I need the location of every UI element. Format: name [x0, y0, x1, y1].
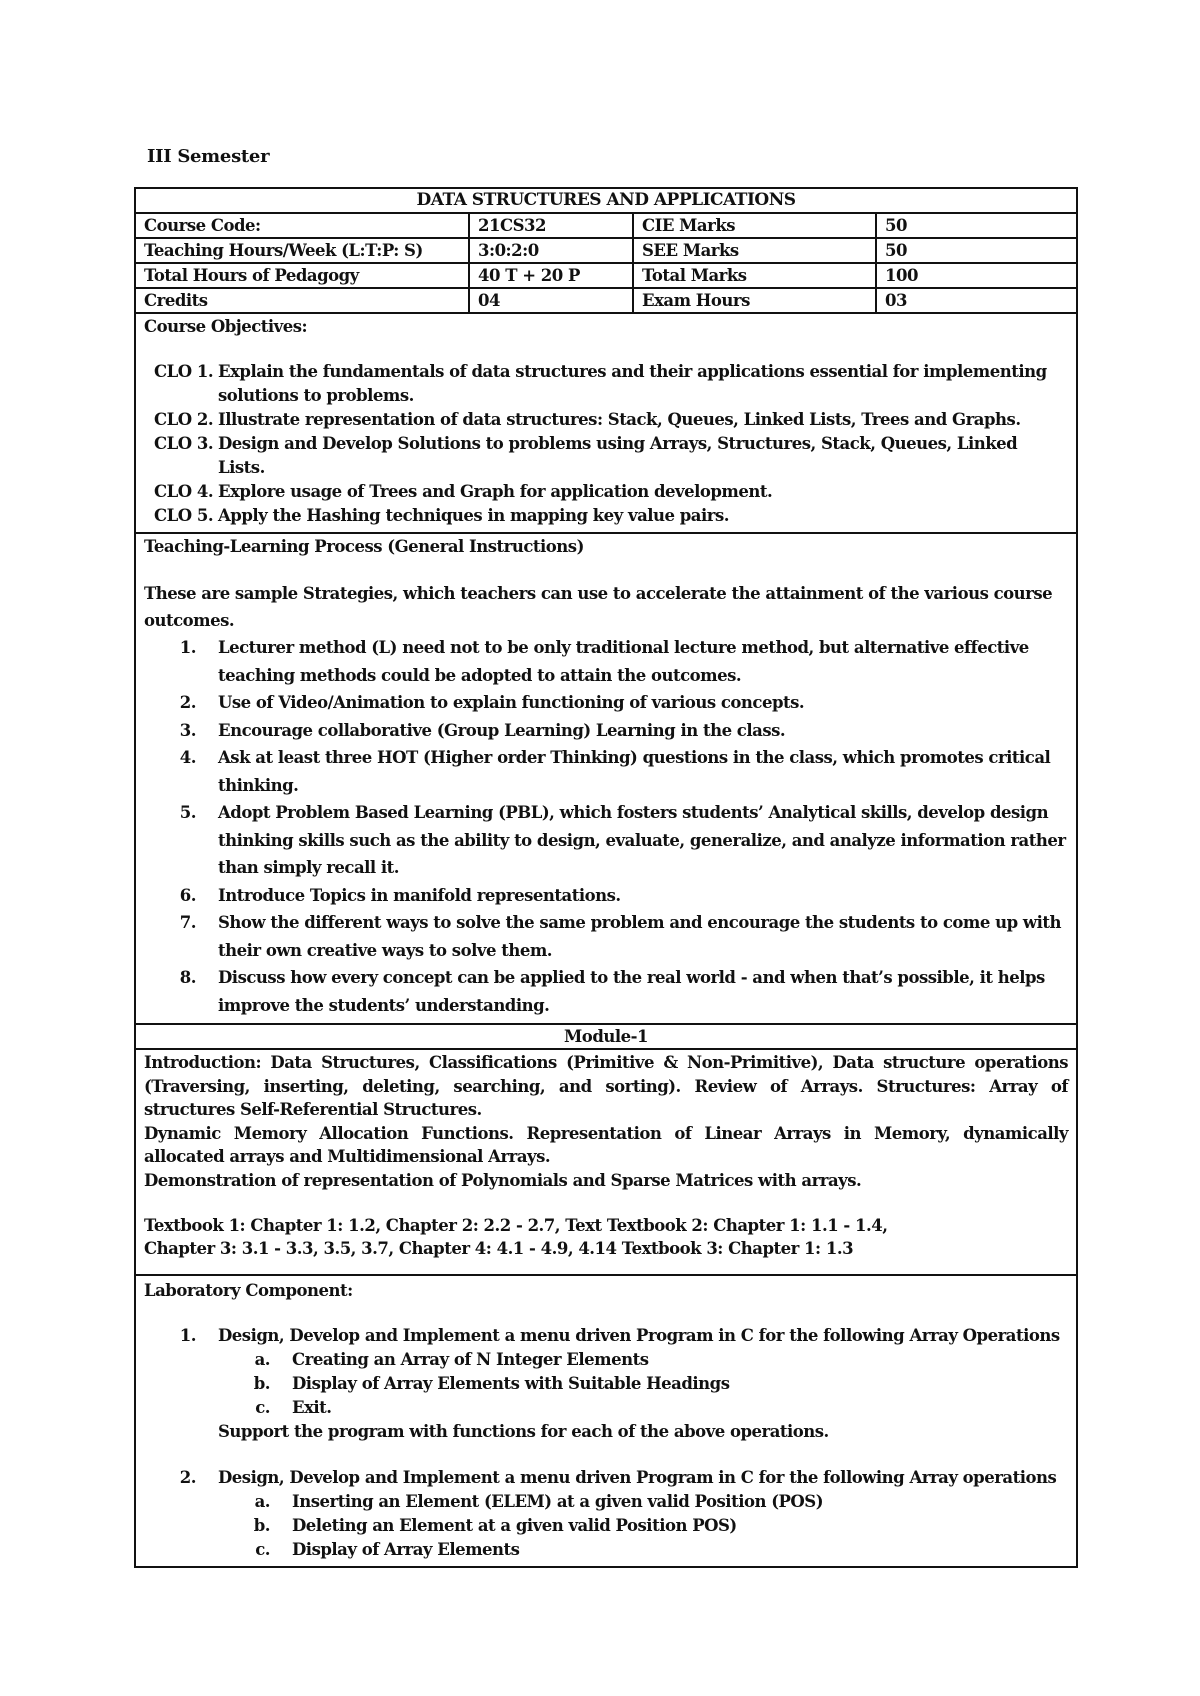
module-1-title: Module-1 [135, 1024, 1077, 1049]
laboratory-heading: Laboratory Component: [144, 1281, 353, 1300]
list-item [218, 1372, 1068, 1396]
teaching-intro: These are sample Strategies, which teachers can use to accelerate the attainment of the various course outcomes. [144, 584, 1053, 630]
item-text: Discuss how every concept can be applied to the real world - and when that’s possible, it helps improve the students’ understanding. [218, 968, 1045, 1015]
list-item [144, 480, 1068, 504]
list-item [144, 882, 1068, 910]
list-item [144, 717, 1068, 745]
sub-item-text: Inserting an Element (ELEM) at a given valid Position (POS) [292, 1492, 824, 1511]
table-row [135, 288, 1077, 313]
clo-text: Explore usage of Trees and Graph for application development. [218, 482, 773, 501]
item-text: Show the different ways to solve the same problem and encourage the students to come up with their own creative ways to solve them. [218, 913, 1061, 960]
teaching-hours-label: Teaching Hours/Week (L:T:P: S) [135, 238, 469, 263]
module-1-intro: Introduction: Data Structures, Classifications (Primitive & Non-Primitive), Data structure operations (Traversing, inserting, deleting, searching, and sorting). Review of Arrays. Structures: Array of structures Self-Referential Structures. [144, 1053, 1069, 1119]
list-item [144, 689, 1068, 717]
clo-list [144, 360, 1068, 528]
list-item [218, 1514, 1068, 1538]
item-number: 1. [179, 638, 196, 657]
item-number: 5. [179, 803, 196, 822]
clo-text: Apply the Hashing techniques in mapping key value pairs. [218, 506, 729, 525]
list-item [218, 1538, 1068, 1562]
course-objectives-heading: Course Objectives: [144, 317, 308, 336]
item-text: Adopt Problem Based Learning (PBL), which fosters students’ Analytical skills, develop design thinking skills such as the ability to design, evaluate, generalize, and analyze information rather than simply recall it. [218, 803, 1066, 877]
sub-item-letter: b. [253, 1516, 270, 1535]
laboratory-section [135, 1275, 1077, 1567]
list-item [144, 964, 1068, 1019]
item-text: Encourage collaborative (Group Learning) Learning in the class. [218, 720, 786, 740]
item-text: Introduce Topics in manifold representations. [218, 885, 621, 905]
lab-program-2 [144, 1466, 1068, 1490]
item-number: 3. [179, 720, 196, 740]
clo-number: CLO 1. [154, 362, 214, 381]
module-1-content [135, 1049, 1077, 1275]
table-row [135, 263, 1077, 288]
clo-text: Illustrate representation of data structures: Stack, Queues, Linked Lists, Trees and Graphs. [218, 410, 1021, 429]
item-number: 6. [179, 885, 196, 905]
item-number: 2. [179, 1468, 196, 1487]
cie-marks-value: 50 [876, 213, 1077, 238]
list-item [144, 408, 1068, 432]
exam-hours-value: 03 [876, 288, 1077, 313]
list-item [144, 432, 1068, 480]
sub-item-text: Display of Array Elements with Suitable Headings [292, 1374, 730, 1393]
course-title: DATA STRUCTURES AND APPLICATIONS [135, 188, 1077, 213]
item-text: Use of Video/Animation to explain functioning of various concepts. [218, 693, 805, 712]
item-number: 8. [179, 968, 196, 987]
sub-item-text: Exit. [292, 1398, 332, 1417]
clo-number: CLO 3. [154, 434, 214, 453]
course-code-label: Course Code: [135, 213, 469, 238]
cie-marks-label: CIE Marks [633, 213, 876, 238]
sub-item-text: Display of Array Elements [292, 1540, 520, 1559]
sub-item-text: Creating an Array of N Integer Elements [292, 1350, 649, 1369]
teaching-learning-heading: Teaching-Learning Process (General Instructions) [144, 537, 584, 556]
teaching-hours-value: 3:0:2:0 [469, 238, 633, 263]
item-number: 1. [179, 1326, 196, 1345]
table-row [135, 213, 1077, 238]
clo-number: CLO 5. [154, 506, 214, 525]
list-item [144, 744, 1068, 799]
list-item [144, 799, 1068, 882]
list-item [144, 909, 1068, 964]
item-text: Lecturer method (L) need not to be only traditional lecture method, but alternative effective teaching methods could be adopted to attain the outcomes. [218, 638, 1029, 685]
module-1-demonstration: Demonstration of representation of Polynomials and Sparse Matrices with arrays. [144, 1170, 862, 1190]
sub-item-letter: c. [255, 1398, 270, 1417]
total-marks-value: 100 [876, 263, 1077, 288]
item-text: Design, Develop and Implement a menu driven Program in C for the following Array Operations [218, 1326, 1060, 1345]
lab-program-1-support: Support the program with functions for each of the above operations. [218, 1422, 829, 1441]
list-item [218, 1396, 1068, 1420]
teaching-learning-section [135, 533, 1077, 1024]
list-item [144, 504, 1068, 528]
lab-program-1 [144, 1324, 1068, 1348]
list-item [144, 634, 1068, 689]
semester-label: III Semester [147, 146, 270, 167]
sub-item-letter: c. [255, 1540, 270, 1559]
clo-number: CLO 2. [154, 410, 214, 429]
credits-label: Credits [135, 288, 469, 313]
clo-text: Design and Develop Solutions to problems using Arrays, Structures, Stack, Queues, Linked Lists. [218, 434, 1018, 477]
item-number: 7. [179, 913, 196, 932]
course-objectives-section [135, 313, 1077, 533]
course-table [134, 187, 1078, 1568]
list-item [218, 1348, 1068, 1372]
table-row [135, 238, 1077, 263]
pedagogy-hours-label: Total Hours of Pedagogy [135, 263, 469, 288]
sub-item-letter: b. [253, 1374, 270, 1393]
item-number: 4. [179, 748, 196, 767]
module-1-textbook-line-2: Chapter 3: 3.1 - 3.3, 3.5, 3.7, Chapter 4: 4.1 - 4.9, 4.14 Textbook 3: Chapter 1: 1.3 [144, 1239, 854, 1258]
item-text: Design, Develop and Implement a menu driven Program in C for the following Array operations [218, 1468, 1057, 1487]
credits-value: 04 [469, 288, 633, 313]
course-code-value: 21CS32 [469, 213, 633, 238]
see-marks-label: SEE Marks [633, 238, 876, 263]
see-marks-value: 50 [876, 238, 1077, 263]
clo-number: CLO 4. [154, 482, 214, 501]
module-1-textbook-line-1: Textbook 1: Chapter 1: 1.2, Chapter 2: 2.2 - 2.7, Text Textbook 2: Chapter 1: 1.1 - 1.4, [144, 1216, 888, 1235]
clo-text: Explain the fundamentals of data structures and their applications essential for implementing solutions to problems. [218, 362, 1047, 405]
pedagogy-hours-value: 40 T + 20 P [469, 263, 633, 288]
item-number: 2. [179, 693, 196, 712]
sub-item-letter: a. [254, 1350, 270, 1369]
module-1-dynamic-memory: Dynamic Memory Allocation Functions. Representation of Linear Arrays in Memory, dynamically allocated arrays and Multidimensional Arrays. [144, 1123, 1069, 1166]
exam-hours-label: Exam Hours [633, 288, 876, 313]
sub-item-letter: a. [254, 1492, 270, 1511]
item-text: Ask at least three HOT (Higher order Thinking) questions in the class, which promotes critical thinking. [218, 748, 1051, 795]
total-marks-label: Total Marks [633, 263, 876, 288]
teaching-list [144, 634, 1068, 1019]
sub-item-text: Deleting an Element at a given valid Position POS) [292, 1516, 737, 1535]
list-item [218, 1490, 1068, 1514]
list-item [144, 360, 1068, 408]
